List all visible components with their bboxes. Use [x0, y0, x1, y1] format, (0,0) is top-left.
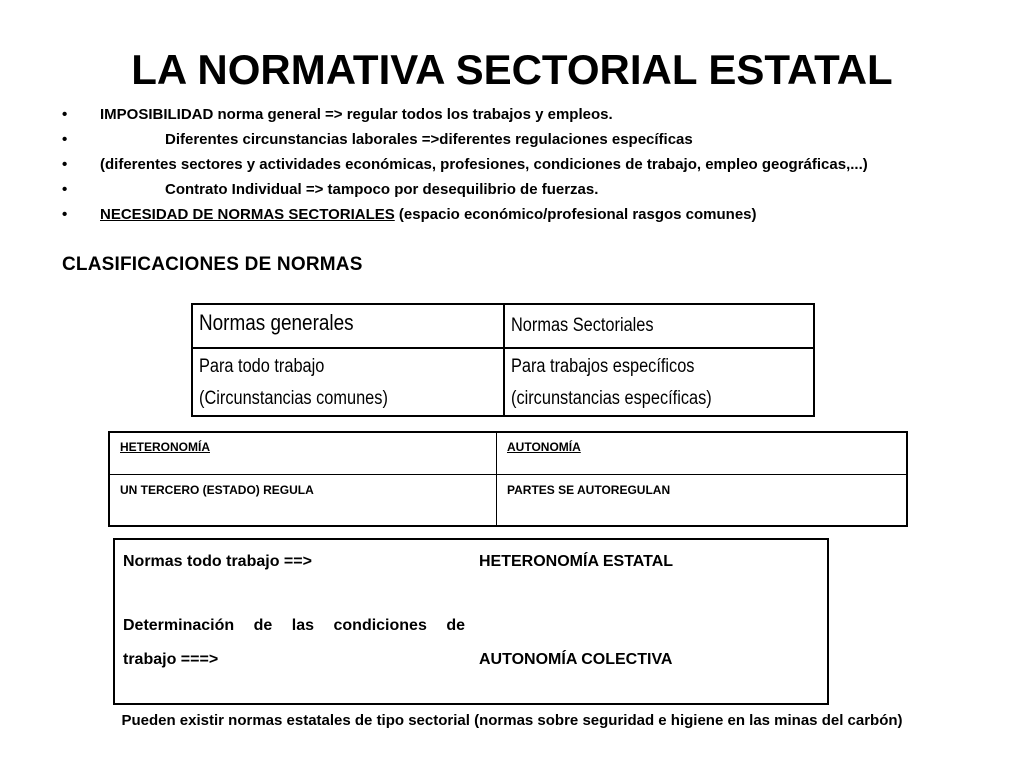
slide-title: LA NORMATIVA SECTORIAL ESTATAL: [131, 46, 893, 93]
bullet-text: IMPOSIBILIDAD norma general => regular todos los trabajos y empleos.: [100, 106, 613, 123]
list-item: [58, 104, 938, 126]
bullet-text: Contrato Individual => tampoco por desequilibrio de fuerzas.: [165, 181, 599, 198]
norms-summary-box: [113, 538, 829, 705]
summary-right-text: HETERONOMÍA ESTATAL: [479, 553, 674, 570]
bullet-text-underlined: NECESIDAD DE NORMAS SECTORIALES: [100, 206, 395, 223]
bullet-text: [100, 206, 757, 223]
list-item: [58, 154, 938, 176]
cell-line: (Circunstancias comunes): [199, 388, 388, 409]
bullet-text-rest: (espacio económico/profesional rasgos comunes): [394, 206, 757, 223]
list-item: [58, 129, 938, 151]
heteronomia-autonomia-table: [108, 431, 908, 527]
list-item: [58, 179, 938, 201]
table-header-cell: [109, 432, 497, 475]
general-vs-sectorial-table: [191, 303, 815, 417]
table-cell: PARTES SE AUTOREGULAN: [497, 475, 908, 527]
table-header-cell: [497, 432, 908, 475]
cell-line: Para trabajos específicos: [511, 356, 695, 377]
bullet-marker: •: [62, 156, 68, 173]
footer-note: Pueden existir normas estatales de tipo sectorial (normas sobre seguridad e higiene en las minas del carbón): [121, 712, 903, 729]
bullet-text: Diferentes circunstancias laborales =>diferentes regulaciones específicas: [165, 131, 693, 148]
header-text: AUTONOMÍA: [507, 440, 581, 454]
header-text: Normas Sectoriales: [511, 315, 654, 336]
bullet-list: [58, 104, 938, 229]
header-text: HETERONOMÍA: [120, 440, 210, 454]
table-cell: [504, 348, 814, 416]
table-header-cell: [504, 304, 814, 348]
table-header-cell: [192, 304, 504, 348]
header-text: Normas generales: [199, 310, 354, 335]
cell-line: Para todo trabajo: [199, 356, 325, 377]
section-heading: CLASIFICACIONES DE NORMAS: [62, 254, 363, 275]
table-cell: UN TERCERO (ESTADO) REGULA: [109, 475, 497, 527]
table-cell: [192, 348, 504, 416]
bullet-marker: •: [62, 206, 68, 223]
summary-right-text: AUTONOMÍA COLECTIVA: [479, 651, 673, 668]
bullet-marker: •: [62, 106, 68, 123]
summary-left-text: trabajo ===>: [123, 651, 219, 668]
bullet-marker: •: [62, 181, 68, 198]
bullet-marker: •: [62, 131, 68, 148]
summary-left-text: Determinación de las condiciones de: [123, 617, 465, 634]
bullet-text: (diferentes sectores y actividades económicas, profesiones, condiciones de trabajo, empleo geográficas,...): [100, 156, 868, 173]
cell-line: (circunstancias específicas): [511, 388, 712, 409]
summary-left-text: Normas todo trabajo ==>: [123, 553, 312, 570]
list-item: [58, 204, 938, 226]
